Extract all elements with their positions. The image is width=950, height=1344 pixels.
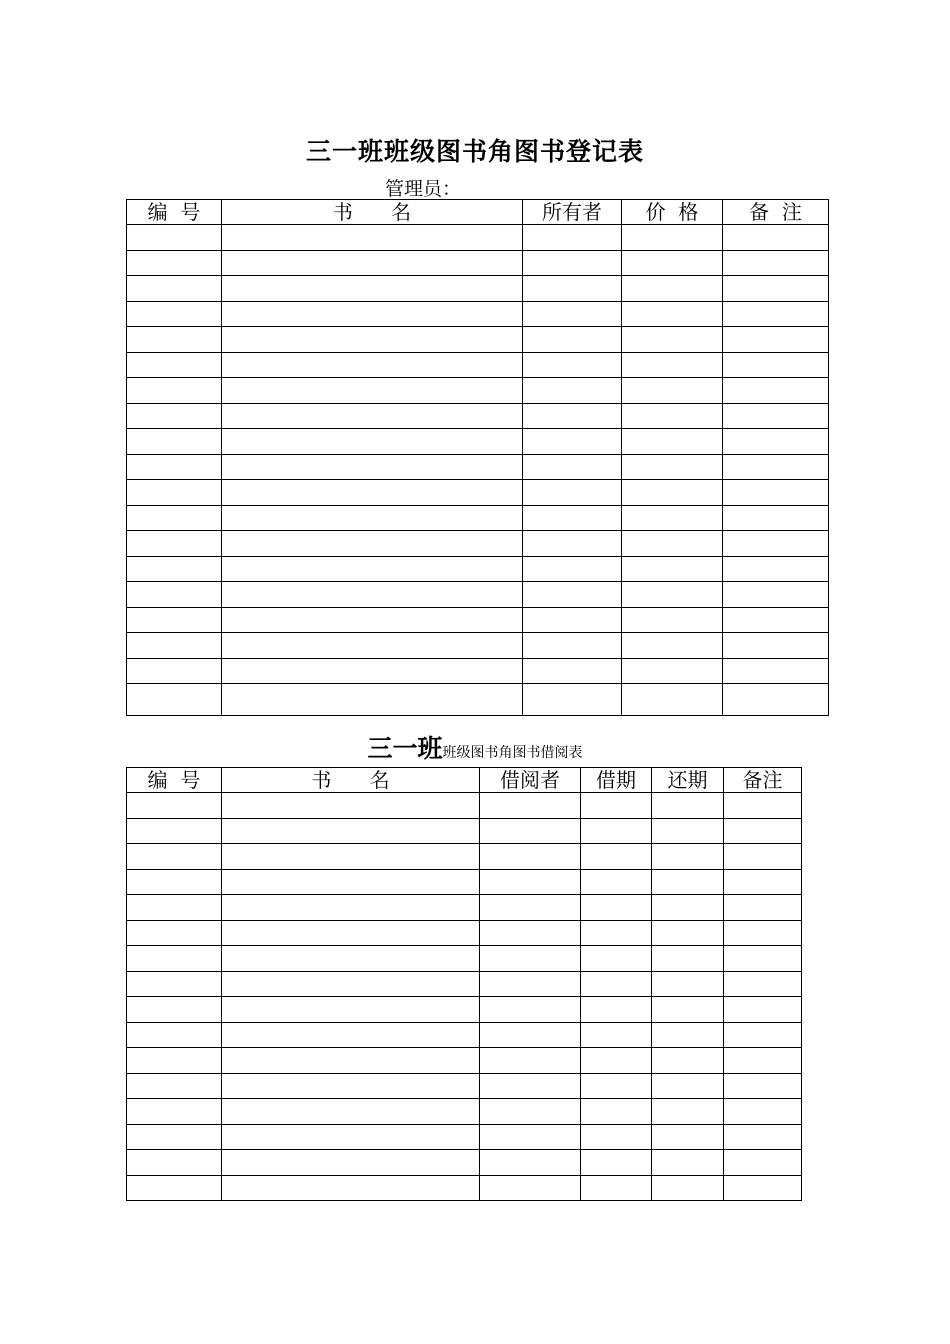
cell-book-title xyxy=(222,531,523,557)
cell-book-title xyxy=(222,403,523,429)
cell-number xyxy=(127,480,222,506)
cell-number xyxy=(127,946,222,972)
cell-number xyxy=(127,1048,222,1074)
cell-owner xyxy=(523,250,622,276)
table-row xyxy=(127,844,802,870)
cell-remarks xyxy=(724,1022,802,1048)
cell-owner xyxy=(523,531,622,557)
cell-number xyxy=(127,844,222,870)
cell-return-date xyxy=(652,997,724,1023)
cell-book-title xyxy=(222,250,523,276)
table-row xyxy=(127,327,829,353)
cell-number xyxy=(127,582,222,608)
cell-remarks xyxy=(724,895,802,921)
cell-remarks xyxy=(723,276,829,302)
cell-borrow-date xyxy=(581,793,652,819)
cell-book-title xyxy=(222,633,523,659)
cell-return-date xyxy=(652,895,724,921)
cell-owner xyxy=(523,582,622,608)
cell-borrow-date xyxy=(581,1175,652,1201)
cell-return-date xyxy=(652,1099,724,1125)
cell-number xyxy=(127,1022,222,1048)
cell-owner xyxy=(523,607,622,633)
cell-borrow-date xyxy=(581,1150,652,1176)
cell-borrower xyxy=(480,946,581,972)
borrowing-header-row xyxy=(127,768,802,793)
col-header-return-date: 还期 xyxy=(652,768,724,793)
cell-price xyxy=(622,250,723,276)
col-header-owner: 所有者 xyxy=(523,200,622,225)
cell-borrower xyxy=(480,818,581,844)
table-row xyxy=(127,301,829,327)
cell-owner xyxy=(523,327,622,353)
cell-price xyxy=(622,378,723,404)
cell-book-title xyxy=(222,1048,480,1074)
cell-number xyxy=(127,1124,222,1150)
table-row xyxy=(127,1048,802,1074)
cell-borrower xyxy=(480,971,581,997)
cell-number xyxy=(127,225,222,251)
cell-return-date xyxy=(652,869,724,895)
cell-return-date xyxy=(652,971,724,997)
cell-price xyxy=(622,607,723,633)
cell-borrow-date xyxy=(581,1124,652,1150)
cell-remarks xyxy=(723,301,829,327)
cell-return-date xyxy=(652,920,724,946)
cell-return-date xyxy=(652,1073,724,1099)
cell-book-title xyxy=(222,1022,480,1048)
cell-price xyxy=(622,276,723,302)
cell-remarks xyxy=(723,658,829,684)
cell-book-title xyxy=(222,920,480,946)
cell-number xyxy=(127,895,222,921)
registration-table xyxy=(126,199,829,716)
cell-price xyxy=(622,352,723,378)
cell-book-title xyxy=(222,946,480,972)
cell-book-title xyxy=(222,352,523,378)
cell-remarks xyxy=(724,1175,802,1201)
cell-remarks xyxy=(723,531,829,557)
cell-remarks xyxy=(724,920,802,946)
cell-remarks xyxy=(723,607,829,633)
cell-borrower xyxy=(480,895,581,921)
cell-price xyxy=(622,505,723,531)
cell-number xyxy=(127,301,222,327)
table-row xyxy=(127,607,829,633)
table-row xyxy=(127,454,829,480)
borrowing-table xyxy=(126,767,802,1201)
cell-number xyxy=(127,505,222,531)
cell-borrow-date xyxy=(581,818,652,844)
table-row xyxy=(127,378,829,404)
cell-remarks xyxy=(723,327,829,353)
col-header-borrow-date: 借期 xyxy=(581,768,652,793)
cell-number xyxy=(127,971,222,997)
cell-number xyxy=(127,1099,222,1125)
cell-number xyxy=(127,531,222,557)
cell-book-title xyxy=(222,429,523,455)
table-row xyxy=(127,1073,802,1099)
cell-price xyxy=(622,429,723,455)
cell-remarks xyxy=(724,1124,802,1150)
manager-label: 管理员： xyxy=(385,178,462,200)
cell-remarks xyxy=(723,250,829,276)
cell-remarks xyxy=(723,352,829,378)
table-row xyxy=(127,556,829,582)
cell-book-title xyxy=(222,793,480,819)
table-row xyxy=(127,684,829,716)
cell-book-title xyxy=(222,582,523,608)
table-row xyxy=(127,1175,802,1201)
cell-price xyxy=(622,327,723,353)
cell-borrower xyxy=(480,844,581,870)
table-row xyxy=(127,1022,802,1048)
cell-return-date xyxy=(652,1022,724,1048)
cell-price xyxy=(622,480,723,506)
cell-remarks xyxy=(724,818,802,844)
cell-number xyxy=(127,658,222,684)
cell-borrow-date xyxy=(581,895,652,921)
col-header-number: 编 号 xyxy=(127,200,222,225)
cell-owner xyxy=(523,378,622,404)
table-row xyxy=(127,582,829,608)
cell-return-date xyxy=(652,818,724,844)
col-header-book-title: 书 名 xyxy=(222,768,480,793)
table-row xyxy=(127,895,802,921)
cell-number xyxy=(127,556,222,582)
cell-remarks xyxy=(723,403,829,429)
cell-borrower xyxy=(480,920,581,946)
table-row xyxy=(127,276,829,302)
col-header-remarks: 备注 xyxy=(724,768,802,793)
cell-price xyxy=(622,633,723,659)
cell-remarks xyxy=(723,454,829,480)
table-row xyxy=(127,946,802,972)
cell-owner xyxy=(523,658,622,684)
cell-remarks xyxy=(723,556,829,582)
cell-book-title xyxy=(222,895,480,921)
table-row xyxy=(127,225,829,251)
cell-return-date xyxy=(652,793,724,819)
col-header-remarks: 备 注 xyxy=(723,200,829,225)
cell-price xyxy=(622,684,723,716)
cell-number xyxy=(127,1150,222,1176)
registration-header-row xyxy=(127,200,829,225)
cell-owner xyxy=(523,429,622,455)
cell-borrow-date xyxy=(581,997,652,1023)
cell-owner xyxy=(523,301,622,327)
cell-book-title xyxy=(222,556,523,582)
cell-remarks xyxy=(723,378,829,404)
table-row xyxy=(127,920,802,946)
cell-borrow-date xyxy=(581,946,652,972)
cell-borrow-date xyxy=(581,1022,652,1048)
cell-borrow-date xyxy=(581,1073,652,1099)
table-row xyxy=(127,531,829,557)
col-header-book-title: 书 名 xyxy=(222,200,523,225)
cell-number xyxy=(127,818,222,844)
cell-book-title xyxy=(222,225,523,251)
cell-book-title xyxy=(222,1175,480,1201)
cell-owner xyxy=(523,454,622,480)
cell-book-title xyxy=(222,997,480,1023)
cell-remarks xyxy=(724,971,802,997)
cell-price xyxy=(622,582,723,608)
col-header-borrower: 借阅者 xyxy=(480,768,581,793)
table-row xyxy=(127,1150,802,1176)
cell-borrow-date xyxy=(581,844,652,870)
cell-owner xyxy=(523,403,622,429)
cell-number xyxy=(127,250,222,276)
cell-borrower xyxy=(480,1022,581,1048)
cell-borrow-date xyxy=(581,971,652,997)
cell-owner xyxy=(523,505,622,531)
table-row xyxy=(127,352,829,378)
cell-number xyxy=(127,327,222,353)
borrowing-title xyxy=(0,729,950,765)
col-header-number: 编 号 xyxy=(127,768,222,793)
cell-book-title xyxy=(222,1073,480,1099)
table-row xyxy=(127,1124,802,1150)
cell-book-title xyxy=(222,505,523,531)
cell-remarks xyxy=(723,684,829,716)
cell-owner xyxy=(523,225,622,251)
cell-borrower xyxy=(480,793,581,819)
cell-return-date xyxy=(652,1124,724,1150)
cell-price xyxy=(622,454,723,480)
cell-number xyxy=(127,1073,222,1099)
cell-number xyxy=(127,1175,222,1201)
col-header-price: 价 格 xyxy=(622,200,723,225)
registration-title: 三一班班级图书角图书登记表 xyxy=(305,137,644,166)
cell-number xyxy=(127,869,222,895)
cell-remarks xyxy=(724,1073,802,1099)
cell-remarks xyxy=(723,505,829,531)
cell-borrower xyxy=(480,1124,581,1150)
cell-owner xyxy=(523,633,622,659)
cell-book-title xyxy=(222,1099,480,1125)
table-row xyxy=(127,818,802,844)
cell-book-title xyxy=(222,327,523,353)
table-row xyxy=(127,429,829,455)
table-row xyxy=(127,869,802,895)
cell-book-title xyxy=(222,276,523,302)
cell-borrow-date xyxy=(581,920,652,946)
cell-remarks xyxy=(724,946,802,972)
table-row xyxy=(127,505,829,531)
cell-price xyxy=(622,301,723,327)
cell-book-title xyxy=(222,818,480,844)
borrowing-title-class: 三一班 xyxy=(367,734,443,763)
cell-borrower xyxy=(480,1099,581,1125)
cell-remarks xyxy=(724,997,802,1023)
cell-return-date xyxy=(652,946,724,972)
cell-owner xyxy=(523,352,622,378)
cell-number xyxy=(127,793,222,819)
cell-book-title xyxy=(222,869,480,895)
cell-book-title xyxy=(222,1150,480,1176)
cell-borrower xyxy=(480,1150,581,1176)
cell-return-date xyxy=(652,1048,724,1074)
cell-owner xyxy=(523,684,622,716)
table-row xyxy=(127,971,802,997)
cell-remarks xyxy=(724,1150,802,1176)
cell-number xyxy=(127,454,222,480)
cell-number xyxy=(127,276,222,302)
borrowing-title-text: 班级图书角图书借阅表 xyxy=(442,745,583,761)
cell-remarks xyxy=(724,793,802,819)
cell-price xyxy=(622,225,723,251)
cell-owner xyxy=(523,480,622,506)
cell-return-date xyxy=(652,1150,724,1176)
cell-book-title xyxy=(222,480,523,506)
cell-number xyxy=(127,997,222,1023)
cell-borrower xyxy=(480,1048,581,1074)
cell-remarks xyxy=(724,1048,802,1074)
cell-borrow-date xyxy=(581,1048,652,1074)
cell-number xyxy=(127,378,222,404)
cell-book-title xyxy=(222,971,480,997)
cell-return-date xyxy=(652,1175,724,1201)
cell-price xyxy=(622,531,723,557)
table-row xyxy=(127,658,829,684)
cell-return-date xyxy=(652,844,724,870)
cell-number xyxy=(127,607,222,633)
cell-book-title xyxy=(222,301,523,327)
cell-remarks xyxy=(724,844,802,870)
cell-number xyxy=(127,352,222,378)
cell-price xyxy=(622,556,723,582)
cell-borrower xyxy=(480,997,581,1023)
cell-book-title xyxy=(222,658,523,684)
cell-remarks xyxy=(723,480,829,506)
cell-remarks xyxy=(723,633,829,659)
cell-number xyxy=(127,684,222,716)
cell-book-title xyxy=(222,1124,480,1150)
cell-borrower xyxy=(480,1175,581,1201)
cell-remarks xyxy=(723,429,829,455)
cell-price xyxy=(622,403,723,429)
table-row xyxy=(127,403,829,429)
table-row xyxy=(127,997,802,1023)
cell-book-title xyxy=(222,378,523,404)
table-row xyxy=(127,793,802,819)
cell-remarks xyxy=(724,1099,802,1125)
cell-remarks xyxy=(724,869,802,895)
table-row xyxy=(127,1099,802,1125)
cell-number xyxy=(127,403,222,429)
cell-number xyxy=(127,429,222,455)
cell-book-title xyxy=(222,684,523,716)
cell-price xyxy=(622,658,723,684)
cell-book-title xyxy=(222,607,523,633)
cell-remarks xyxy=(723,582,829,608)
cell-number xyxy=(127,920,222,946)
cell-owner xyxy=(523,556,622,582)
table-row xyxy=(127,633,829,659)
cell-borrower xyxy=(480,869,581,895)
cell-book-title xyxy=(222,454,523,480)
cell-book-title xyxy=(222,844,480,870)
cell-number xyxy=(127,633,222,659)
cell-borrow-date xyxy=(581,1099,652,1125)
cell-owner xyxy=(523,276,622,302)
cell-remarks xyxy=(723,225,829,251)
cell-borrow-date xyxy=(581,869,652,895)
table-row xyxy=(127,480,829,506)
cell-borrower xyxy=(480,1073,581,1099)
table-row xyxy=(127,250,829,276)
